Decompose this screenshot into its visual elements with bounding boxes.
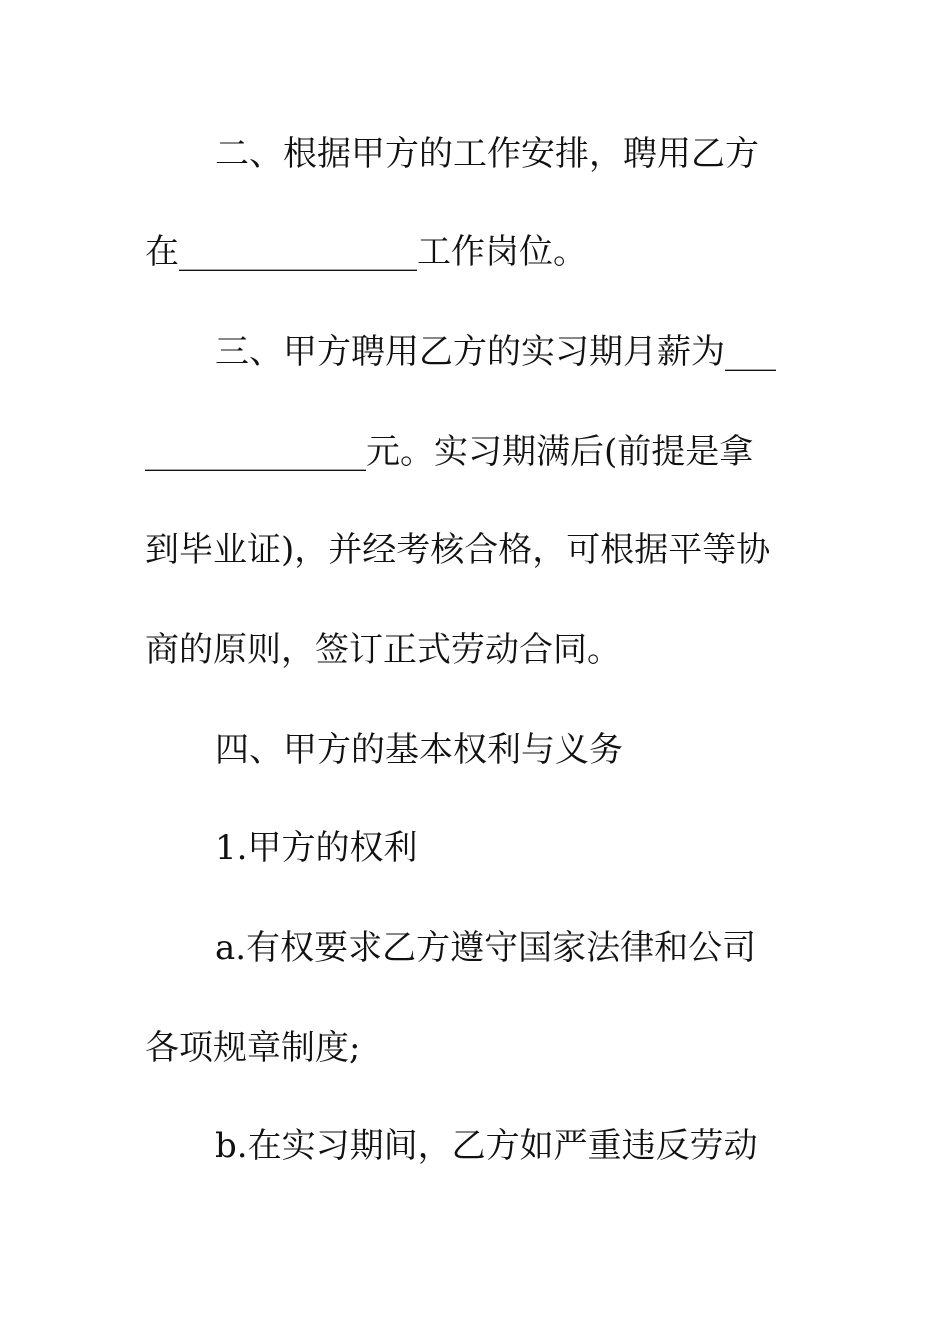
subsection-1-heading: 1.甲方的权利 bbox=[215, 828, 418, 868]
clause-two-line-2: 在______________工作岗位。 bbox=[145, 232, 587, 272]
item-a-line-1: a.有权要求乙方遵守国家法律和公司 bbox=[215, 928, 757, 968]
item-a-line-2: 各项规章制度; bbox=[145, 1028, 361, 1068]
clause-four-heading: 四、甲方的基本权利与义务 bbox=[215, 730, 623, 770]
clause-three-line-1: 三、甲方聘用乙方的实习期月薪为___ bbox=[215, 332, 776, 372]
clause-three-line-2: _____________元。实习期满后(前提是拿 bbox=[145, 432, 754, 472]
clause-three-line-3: 到毕业证)，并经考核合格，可根据平等协 bbox=[145, 530, 771, 570]
clause-three-line-4: 商的原则，签订正式劳动合同。 bbox=[145, 630, 621, 670]
item-b-line-1: b.在实习期间，乙方如严重违反劳动 bbox=[215, 1126, 758, 1166]
clause-two-line-1: 二、根据甲方的工作安排，聘用乙方 bbox=[215, 134, 759, 174]
